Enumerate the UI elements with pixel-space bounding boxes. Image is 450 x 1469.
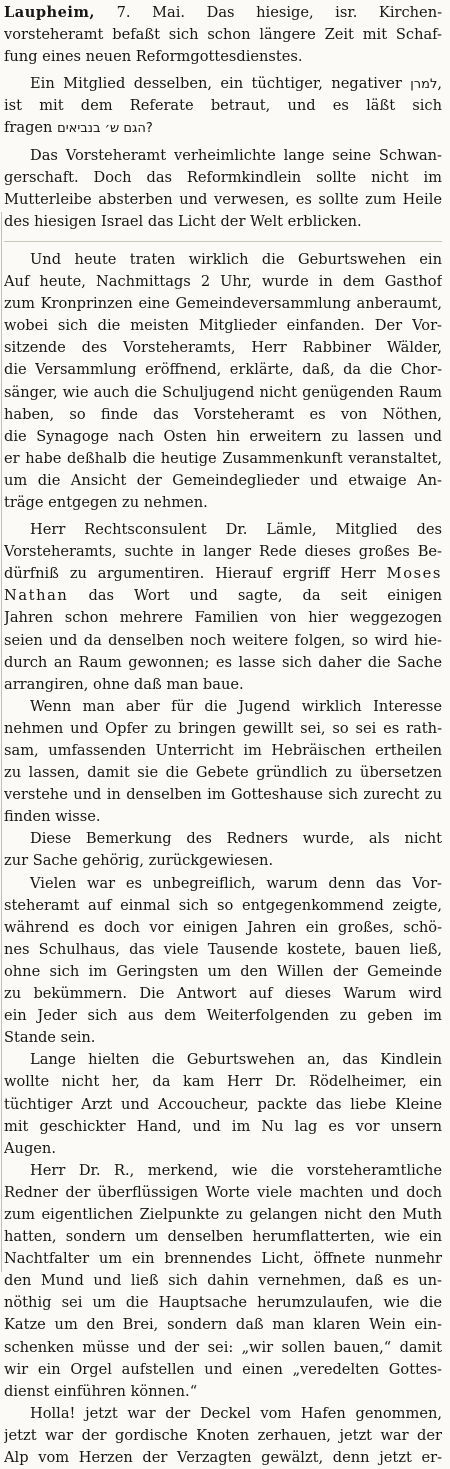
text-line: den Mund und ließ sich dahin vernehmen, daß es un- — [4, 1272, 442, 1290]
text-line: Ein Mitglied desselben, ein tüchtiger, negativer למרן, — [30, 75, 442, 93]
text-line: nehmen und Opfer zu bringen gewillt sei, so sei es rath- — [4, 719, 442, 737]
text-line: die Versammlung eröffnend, erklärte, daß, da die Chor- — [4, 361, 442, 379]
text-line: tüchtiger Arzt und Accoucheur, packte das liebe Kleine — [4, 1095, 442, 1113]
hebrew-word: למרן — [410, 77, 438, 93]
section-divider — [4, 241, 442, 242]
text-line: um die Ansicht der Gemeindeglieder und etwaige An- — [4, 471, 442, 489]
spaced-surname: Nathan — [4, 587, 69, 605]
text-line: Herr Rechtsconsulent Dr. Lämle, Mitglied des — [30, 521, 442, 539]
place-name: Laupheim, — [4, 4, 95, 21]
text-line: Lange hielten die Geburtswehen an, das Kindlein — [30, 1051, 442, 1069]
text-line: sänger, wie auch die Schuljugend nicht genügenden Raum — [4, 383, 442, 401]
text-line: Stande sein. — [4, 1029, 96, 1047]
text-line: fung eines neuen Reformgottesdienstes. — [4, 48, 303, 66]
text-line: Nachtfalter um ein brennendes Licht, öffnete nunmehr — [4, 1250, 442, 1268]
text-line: verstehe und in denselben im Gotteshause sich zurecht zu — [4, 786, 442, 804]
text-line: zum Kronprinzen eine Gemeindeversammlung anberaumt, — [4, 295, 442, 313]
text-line: Alp vom Herzen der Verzagten gewälzt, denn jetzt er- — [4, 1449, 442, 1466]
main-section — [4, 249, 442, 1469]
text-line: vorsteheramt befaßt sich schon längere Zeit mit Schaf- — [4, 26, 442, 44]
text-line: Auf heute, Nachmittags 2 Uhr, wurde in dem Gasthof — [4, 273, 442, 291]
text-line: steheramt auf einmal sich so entgegenkommend zeigte, — [4, 896, 442, 914]
text-line: Herr Dr. R., merkend, wie die vorsteheramtliche — [30, 1161, 442, 1179]
text-line: sitzende des Vorsteheramts, Herr Rabbiner Wälder, — [4, 339, 442, 357]
text-line: hatten, sondern um denselben herumflatterten, wie ein — [4, 1228, 442, 1246]
text-line: Nathan das Wort und sagte, da seit einigen — [4, 587, 442, 605]
spaced-name: Moses — [386, 565, 442, 583]
text-line: Diese Bemerkung des Redners wurde, als nicht — [30, 830, 442, 848]
text-line: jetzt war der gordische Knoten zerhauen, jetzt war der — [4, 1426, 442, 1444]
text-line: fragen ?הגם ש׳ בנביאים — [4, 119, 153, 137]
text-line: zum eigentlichen Zielpunkte zu gelangen nicht den Muth — [4, 1205, 442, 1223]
text-line: Vielen war es unbegreiflich, warum denn das Vor- — [30, 874, 442, 892]
text-line: ist mit dem Referate betraut, und es läßt sich — [4, 97, 442, 115]
dateline-line: Laupheim, 7. Mai. Das hiesige, isr. Kirchen- — [4, 4, 442, 21]
text-line: nöthig sei um die Hauptsache herumzulaufen, wie die — [4, 1294, 442, 1312]
text-line: zur Sache gehörig, zurückgewiesen. — [4, 852, 274, 870]
text-line: seien und da denselben noch weitere folgen, so wird hie- — [4, 631, 442, 649]
text-line: Holla! jetzt war der Deckel vom Hafen genommen, — [30, 1404, 442, 1422]
text-line: zu lassen, damit sie die Gebete gründlich zu übersetzen — [4, 764, 442, 782]
text-line: schenken müsse und der sei: „wir sollen bauen,“ damit — [4, 1338, 442, 1356]
text-line: mit geschickter Hand, und im Nu lag es vor unsern — [4, 1117, 442, 1135]
text-line: nes Schulhaus, das viele Tausende kostete, bauen ließ, — [4, 940, 442, 958]
text-line: des hiesigen Israel das Licht der Welt erblicken. — [4, 212, 362, 230]
text-line: zu bekümmern. Die Antwort auf dieses Warum wird — [4, 985, 442, 1003]
text-line: arrangiren, ohne daß man baue. — [4, 675, 244, 693]
text-line: Mutterleibe absterben und verwesen, es sollte zum Heile — [4, 190, 442, 208]
text-line: die Synagoge nach Osten hin erweitern zu lassen und — [4, 427, 442, 445]
text-line: ohne sich im Geringsten um den Willen der Gemeinde — [4, 962, 442, 980]
text-line: ein Jeder sich aus dem Weiterfolgenden zu geben im — [4, 1007, 442, 1025]
text-line: Redner der überflüssigen Worte viele machten und doch — [4, 1183, 442, 1201]
hebrew-phrase: ?הגם ש׳ בנביאים — [57, 121, 153, 137]
text-line: sam, umfassenden Unterricht im Hebräischen ertheilen — [4, 742, 442, 759]
text-line: Katze um den Brei, sondern daß man klaren Wein ein- — [4, 1316, 442, 1334]
text-line: Augen. — [4, 1139, 56, 1157]
text-line: Wenn man aber für die Jugend wirklich Interesse — [30, 697, 442, 715]
text-line: Jahren schon mehrere Familien von hier weggezogen — [4, 609, 442, 627]
text-line: Das Vorsteheramt verheimlichte lange seine Schwan- — [30, 146, 442, 164]
text-line: während es doch vor einigen Jahren ein großes, schö- — [4, 918, 442, 936]
text-line: Und heute traten wirklich die Geburtswehen ein — [30, 250, 442, 268]
text-line: durch an Raum gewonnen; es lasse sich daher die Sache — [4, 653, 442, 671]
text-line: wobei sich die meisten Mitglieder einfanden. Der Vor- — [4, 317, 442, 335]
text-line: finden wisse. — [4, 808, 101, 826]
text-line: träge entgegen zu nehmen. — [4, 493, 208, 511]
date: 7. Mai. — [116, 4, 186, 21]
intro-section — [4, 2, 442, 233]
text-line: wir ein Orgel aufstellen und einen „veredelten Gottes- — [4, 1360, 442, 1378]
text-line: dienst einführen können.“ — [4, 1382, 198, 1400]
text-line: gerschaft. Doch das Reformkindlein sollte nicht im — [4, 168, 442, 186]
text-line: wollte nicht her, da kam Herr Dr. Rödelheimer, ein — [4, 1073, 442, 1091]
column-rule — [1, 212, 2, 1272]
text-line: dürfniß zu argumentiren. Hierauf ergriff Herr Moses — [4, 565, 442, 583]
text-line: Vorsteheramts, suchte in langer Rede dieses großes Be- — [4, 543, 442, 561]
text-line: er habe deßhalb die heutige Zusammenkunft veranstaltet, — [4, 449, 442, 467]
text-line: haben, so finde das Vorsteheramt es von Nöthen, — [4, 405, 442, 423]
